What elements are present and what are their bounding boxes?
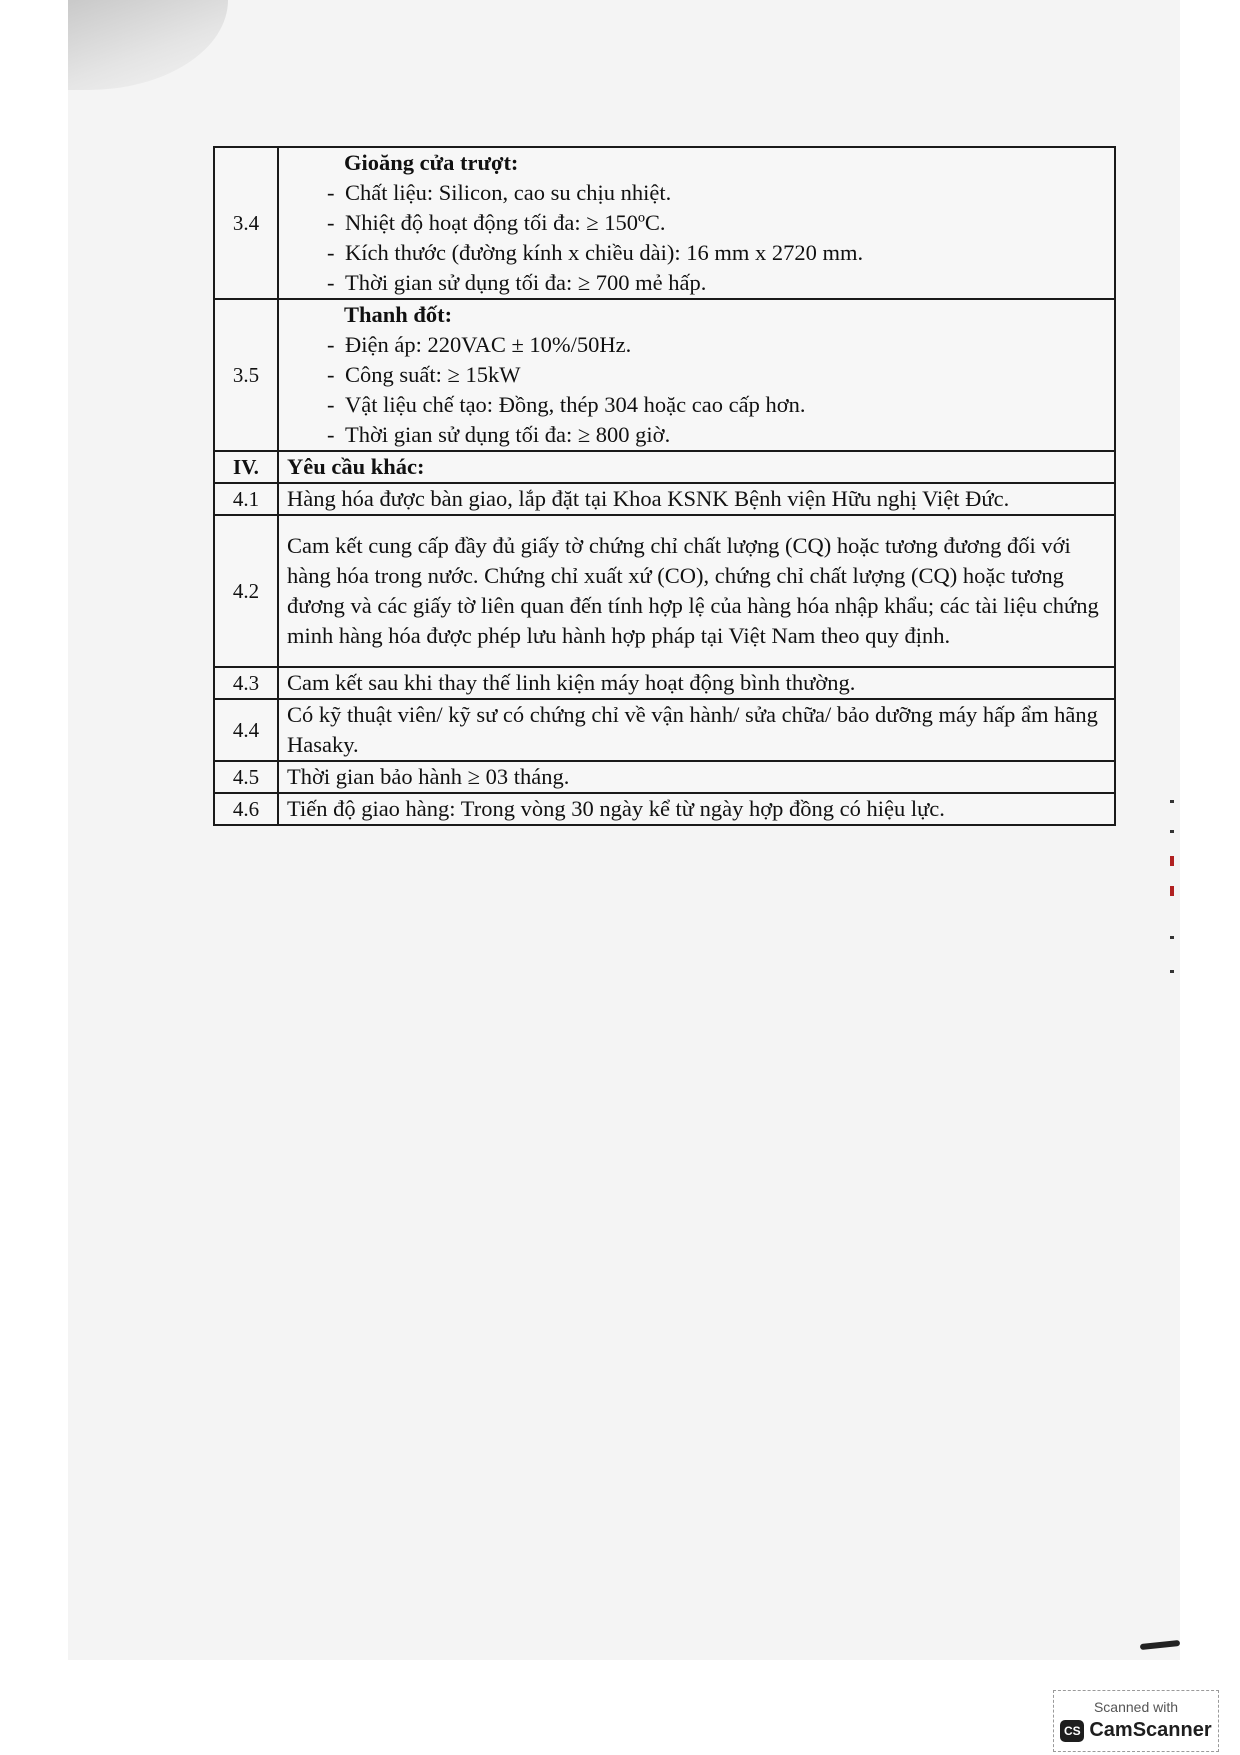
margin-marks <box>1166 790 1180 990</box>
row-number: 4.5 <box>214 761 278 793</box>
table-row <box>214 147 1115 299</box>
table-row <box>214 451 1115 483</box>
table-row <box>214 483 1115 515</box>
item-heading: Gioăng cửa trượt: <box>344 150 519 175</box>
margin-mark <box>1170 830 1174 833</box>
row-number: 4.6 <box>214 793 278 825</box>
row-content <box>278 299 1115 451</box>
watermark-name: CamScanner <box>1089 1719 1212 1741</box>
row-number: 4.4 <box>214 699 278 761</box>
margin-mark <box>1170 800 1174 803</box>
margin-mark <box>1170 970 1174 973</box>
row-text: Có kỹ thuật viên/ kỹ sư có chứng chỉ về vận hành/ sửa chữa/ bảo dưỡng máy hấp ẩm hãng Hasaky. <box>278 699 1115 761</box>
spec-list <box>287 330 1106 450</box>
requirements-table <box>213 146 1116 826</box>
row-number: 4.2 <box>214 515 278 667</box>
table-row <box>214 299 1115 451</box>
margin-mark <box>1170 886 1174 896</box>
spec-list <box>287 178 1106 298</box>
row-number: 3.4 <box>214 147 278 299</box>
list-item: - Thời gian sử dụng tối đa: ≥ 700 mẻ hấp. <box>327 268 1106 298</box>
list-item: - Vật liệu chế tạo: Đồng, thép 304 hoặc cao cấp hơn. <box>327 390 1106 420</box>
item-heading: Thanh đốt: <box>344 302 453 327</box>
list-item: - Kích thước (đường kính x chiều dài): 16 mm x 2720 mm. <box>327 238 1106 268</box>
row-number: 3.5 <box>214 299 278 451</box>
row-number: 4.1 <box>214 483 278 515</box>
list-item: - Chất liệu: Silicon, cao su chịu nhiệt. <box>327 178 1106 208</box>
watermark-brand <box>1054 1719 1218 1742</box>
table-row <box>214 515 1115 667</box>
row-text: Cam kết sau khi thay thế linh kiện máy hoạt động bình thường. <box>278 667 1115 699</box>
table-row <box>214 667 1115 699</box>
row-content <box>278 147 1115 299</box>
row-text: Tiến độ giao hàng: Trong vòng 30 ngày kể từ ngày hợp đồng có hiệu lực. <box>278 793 1115 825</box>
section-number: IV. <box>214 451 278 483</box>
table-row <box>214 761 1115 793</box>
list-item: - Nhiệt độ hoạt động tối đa: ≥ 150ºC. <box>327 208 1106 238</box>
row-number: 4.3 <box>214 667 278 699</box>
row-text: Cam kết cung cấp đầy đủ giấy tờ chứng chỉ chất lượng (CQ) hoặc tương đương đối với hàng hóa trong nước. Chứng chỉ xuất xứ (CO), chứng chỉ chất lượng (CQ) hoặc tương đương và các giấy tờ liên quan đến tính hợp lệ của hàng hóa nhập khẩu; các tài liệu chứng minh hàng hóa được phép lưu hành hợp pháp tại Việt Nam theo quy định. <box>278 515 1115 667</box>
list-item: - Thời gian sử dụng tối đa: ≥ 800 giờ. <box>327 420 1106 450</box>
watermark-caption: Scanned with <box>1093 1699 1179 1715</box>
camscanner-logo-icon: CS <box>1060 1720 1084 1742</box>
table-row <box>214 793 1115 825</box>
margin-mark <box>1170 936 1174 939</box>
margin-mark <box>1170 856 1174 866</box>
table-row <box>214 699 1115 761</box>
list-item: - Công suất: ≥ 15kW <box>327 360 1106 390</box>
section-heading: Yêu cầu khác: <box>278 451 1115 483</box>
camscanner-watermark <box>1053 1690 1219 1752</box>
list-item: - Điện áp: 220VAC ± 10%/50Hz. <box>327 330 1106 360</box>
row-text: Thời gian bảo hành ≥ 03 tháng. <box>278 761 1115 793</box>
row-text: Hàng hóa được bàn giao, lắp đặt tại Khoa KSNK Bệnh viện Hữu nghị Việt Đức. <box>278 483 1115 515</box>
